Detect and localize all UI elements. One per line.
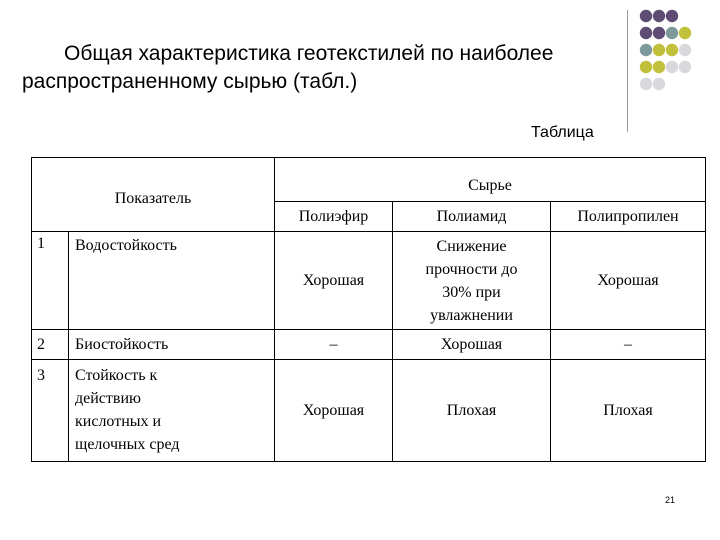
table-row: [32, 232, 706, 330]
cell-value: Хорошая: [393, 330, 551, 360]
decorative-dot: [653, 44, 665, 56]
decorative-dot: [666, 61, 678, 73]
decorative-dot: [640, 44, 652, 56]
decorative-dot: [640, 27, 652, 39]
cell-value: Хорошая: [275, 360, 393, 462]
decorative-dots: [0, 0, 720, 130]
row-number: 3: [32, 360, 69, 462]
decorative-dot: [666, 27, 678, 39]
slide-title-line1: Общая характеристика геотекстилей по наиболее: [64, 42, 554, 65]
cell-value: Снижение прочности до 30% при увлажнении: [393, 232, 551, 330]
decorative-dot: [653, 10, 665, 22]
row-indicator: Стойкость к действию кислотных и щелочных сред: [69, 360, 275, 462]
decorative-dot: [679, 27, 691, 39]
cell-value: –: [275, 330, 393, 360]
table-caption: Таблица: [531, 124, 594, 141]
slide-title-line2: распространенному сырью (табл.): [22, 70, 358, 93]
decorative-dot: [640, 10, 652, 22]
row-number: 1: [32, 232, 69, 330]
table-row: [32, 360, 706, 462]
cell-value: Плохая: [393, 360, 551, 462]
decorative-dot: [666, 44, 678, 56]
row-indicator: Биостойкость: [69, 330, 275, 360]
decorative-dot: [653, 27, 665, 39]
table-row: [32, 330, 706, 360]
materials-table: [31, 157, 706, 462]
cell-value: Плохая: [551, 360, 706, 462]
cell-value: Хорошая: [275, 232, 393, 330]
header-material-2: Полипропилен: [551, 202, 706, 232]
header-raw-material: Сырье: [275, 158, 706, 202]
decorative-dot: [653, 78, 665, 90]
decorative-dot: [653, 61, 665, 73]
decorative-dot: [640, 78, 652, 90]
header-material-1: Полиамид: [393, 202, 551, 232]
decorative-dot: [679, 44, 691, 56]
cell-value: –: [551, 330, 706, 360]
decorative-dot: [666, 10, 678, 22]
row-number: 2: [32, 330, 69, 360]
header-material-0: Полиэфир: [275, 202, 393, 232]
decorative-dot: [679, 61, 691, 73]
cell-value: Хорошая: [551, 232, 706, 330]
row-indicator: Водостойкость: [69, 232, 275, 330]
page-number: 21: [665, 495, 676, 505]
decorative-dot: [640, 61, 652, 73]
header-indicator: Показатель: [32, 158, 275, 232]
